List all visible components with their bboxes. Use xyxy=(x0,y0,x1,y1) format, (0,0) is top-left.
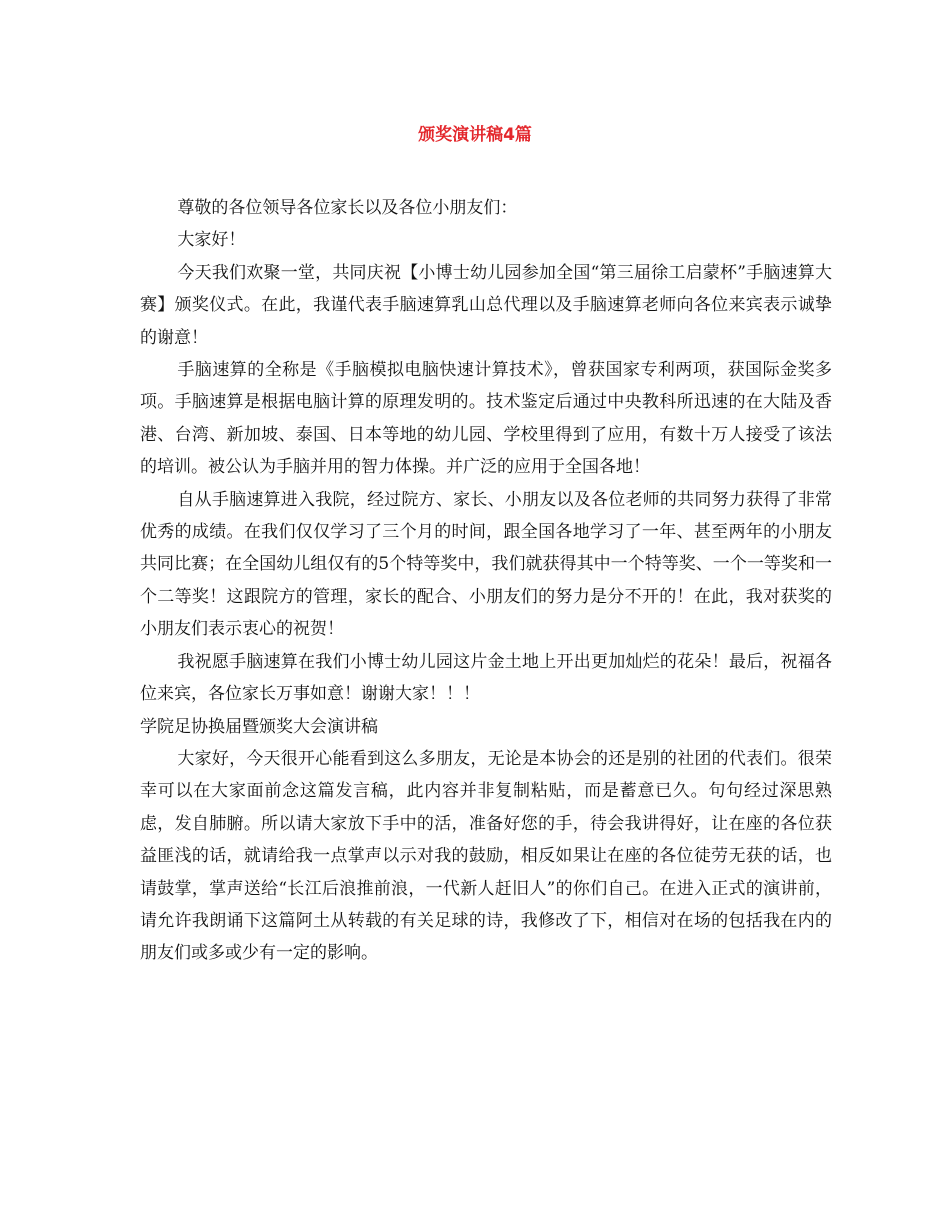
paragraph-hello: 大家好！ xyxy=(177,230,246,251)
paragraph-ceremony: 今天我们欢聚一堂，共同庆祝【小博士幼儿园参加全国“第三届徐工启蒙杯”手脑速算大赛】颁奖仪式。在此，我谨代表手脑速算乳山总代理以及手脑速算老师向各位来宾表示诚挚的谢意！ xyxy=(140,262,832,348)
section-heading: 学院足协换届暨颁奖大会演讲稿 xyxy=(140,716,378,737)
paragraph-speech: 大家好，今天很开心能看到这么多朋友，无论是本协会的还是别的社团的代表们。很荣幸可以在大家面前念这篇发言稿，此内容并非复制粘贴，而是蓄意已久。句句经过深思熟虑，发自肺腑。所以请大家放下手中的活，准备好您的手，待会我讲得好，让在座的各位获益匪浅的话，就请给我一点掌声以示对我的鼓励，相反如果让在座的各位徒劳无获的话，也请鼓掌，掌声送给“长江后浪推前浪，一代新人赶旧人”的你们自己。在进入正式的演讲前，请允许我朗诵下这篇阿土从转载的有关足球的诗，我修改了下，相信对在场的包括我在内的朋友们或多或少有一定的影响。 xyxy=(140,748,832,964)
document-body xyxy=(140,192,832,970)
paragraph-closing: 我祝愿手脑速算在我们小博士幼儿园这片金土地上开出更加灿烂的花朵！最后，祝福各位来宾，各位家长万事如意！谢谢大家！！！ xyxy=(140,651,832,705)
paragraph-achievement: 自从手脑速算进入我院，经过院方、家长、小朋友以及各位老师的共同努力获得了非常优秀的成绩。在我们仅仅学习了三个月的时间，跟全国各地学习了一年、甚至两年的小朋友共同比赛；在全国幼儿组仅有的5个特等奖中，我们就获得其中一个特等奖、一个一等奖和一个二等奖！这跟院方的管理，家长的配合、小朋友们的努力是分不开的！在此，我对获奖的小朋友们表示衷心的祝贺！ xyxy=(140,489,832,640)
paragraph-introduction: 手脑速算的全称是《手脑模拟电脑快速计算技术》，曾获国家专利两项，获国际金奖多项。手脑速算是根据电脑计算的原理发明的。技术鉴定后通过中央教科所迅速的在大陆及香港、台湾、新加坡、泰国、日本等地的幼儿园、学校里得到了应用，有数十万人接受了该法的培训。被公认为手脑并用的智力体操。并广泛的应用于全国各地！ xyxy=(140,360,832,478)
paragraph-greeting: 尊敬的各位领导各位家长以及各位小朋友们： xyxy=(177,198,518,218)
document-title: 颁奖演讲稿4篇 xyxy=(418,125,532,145)
